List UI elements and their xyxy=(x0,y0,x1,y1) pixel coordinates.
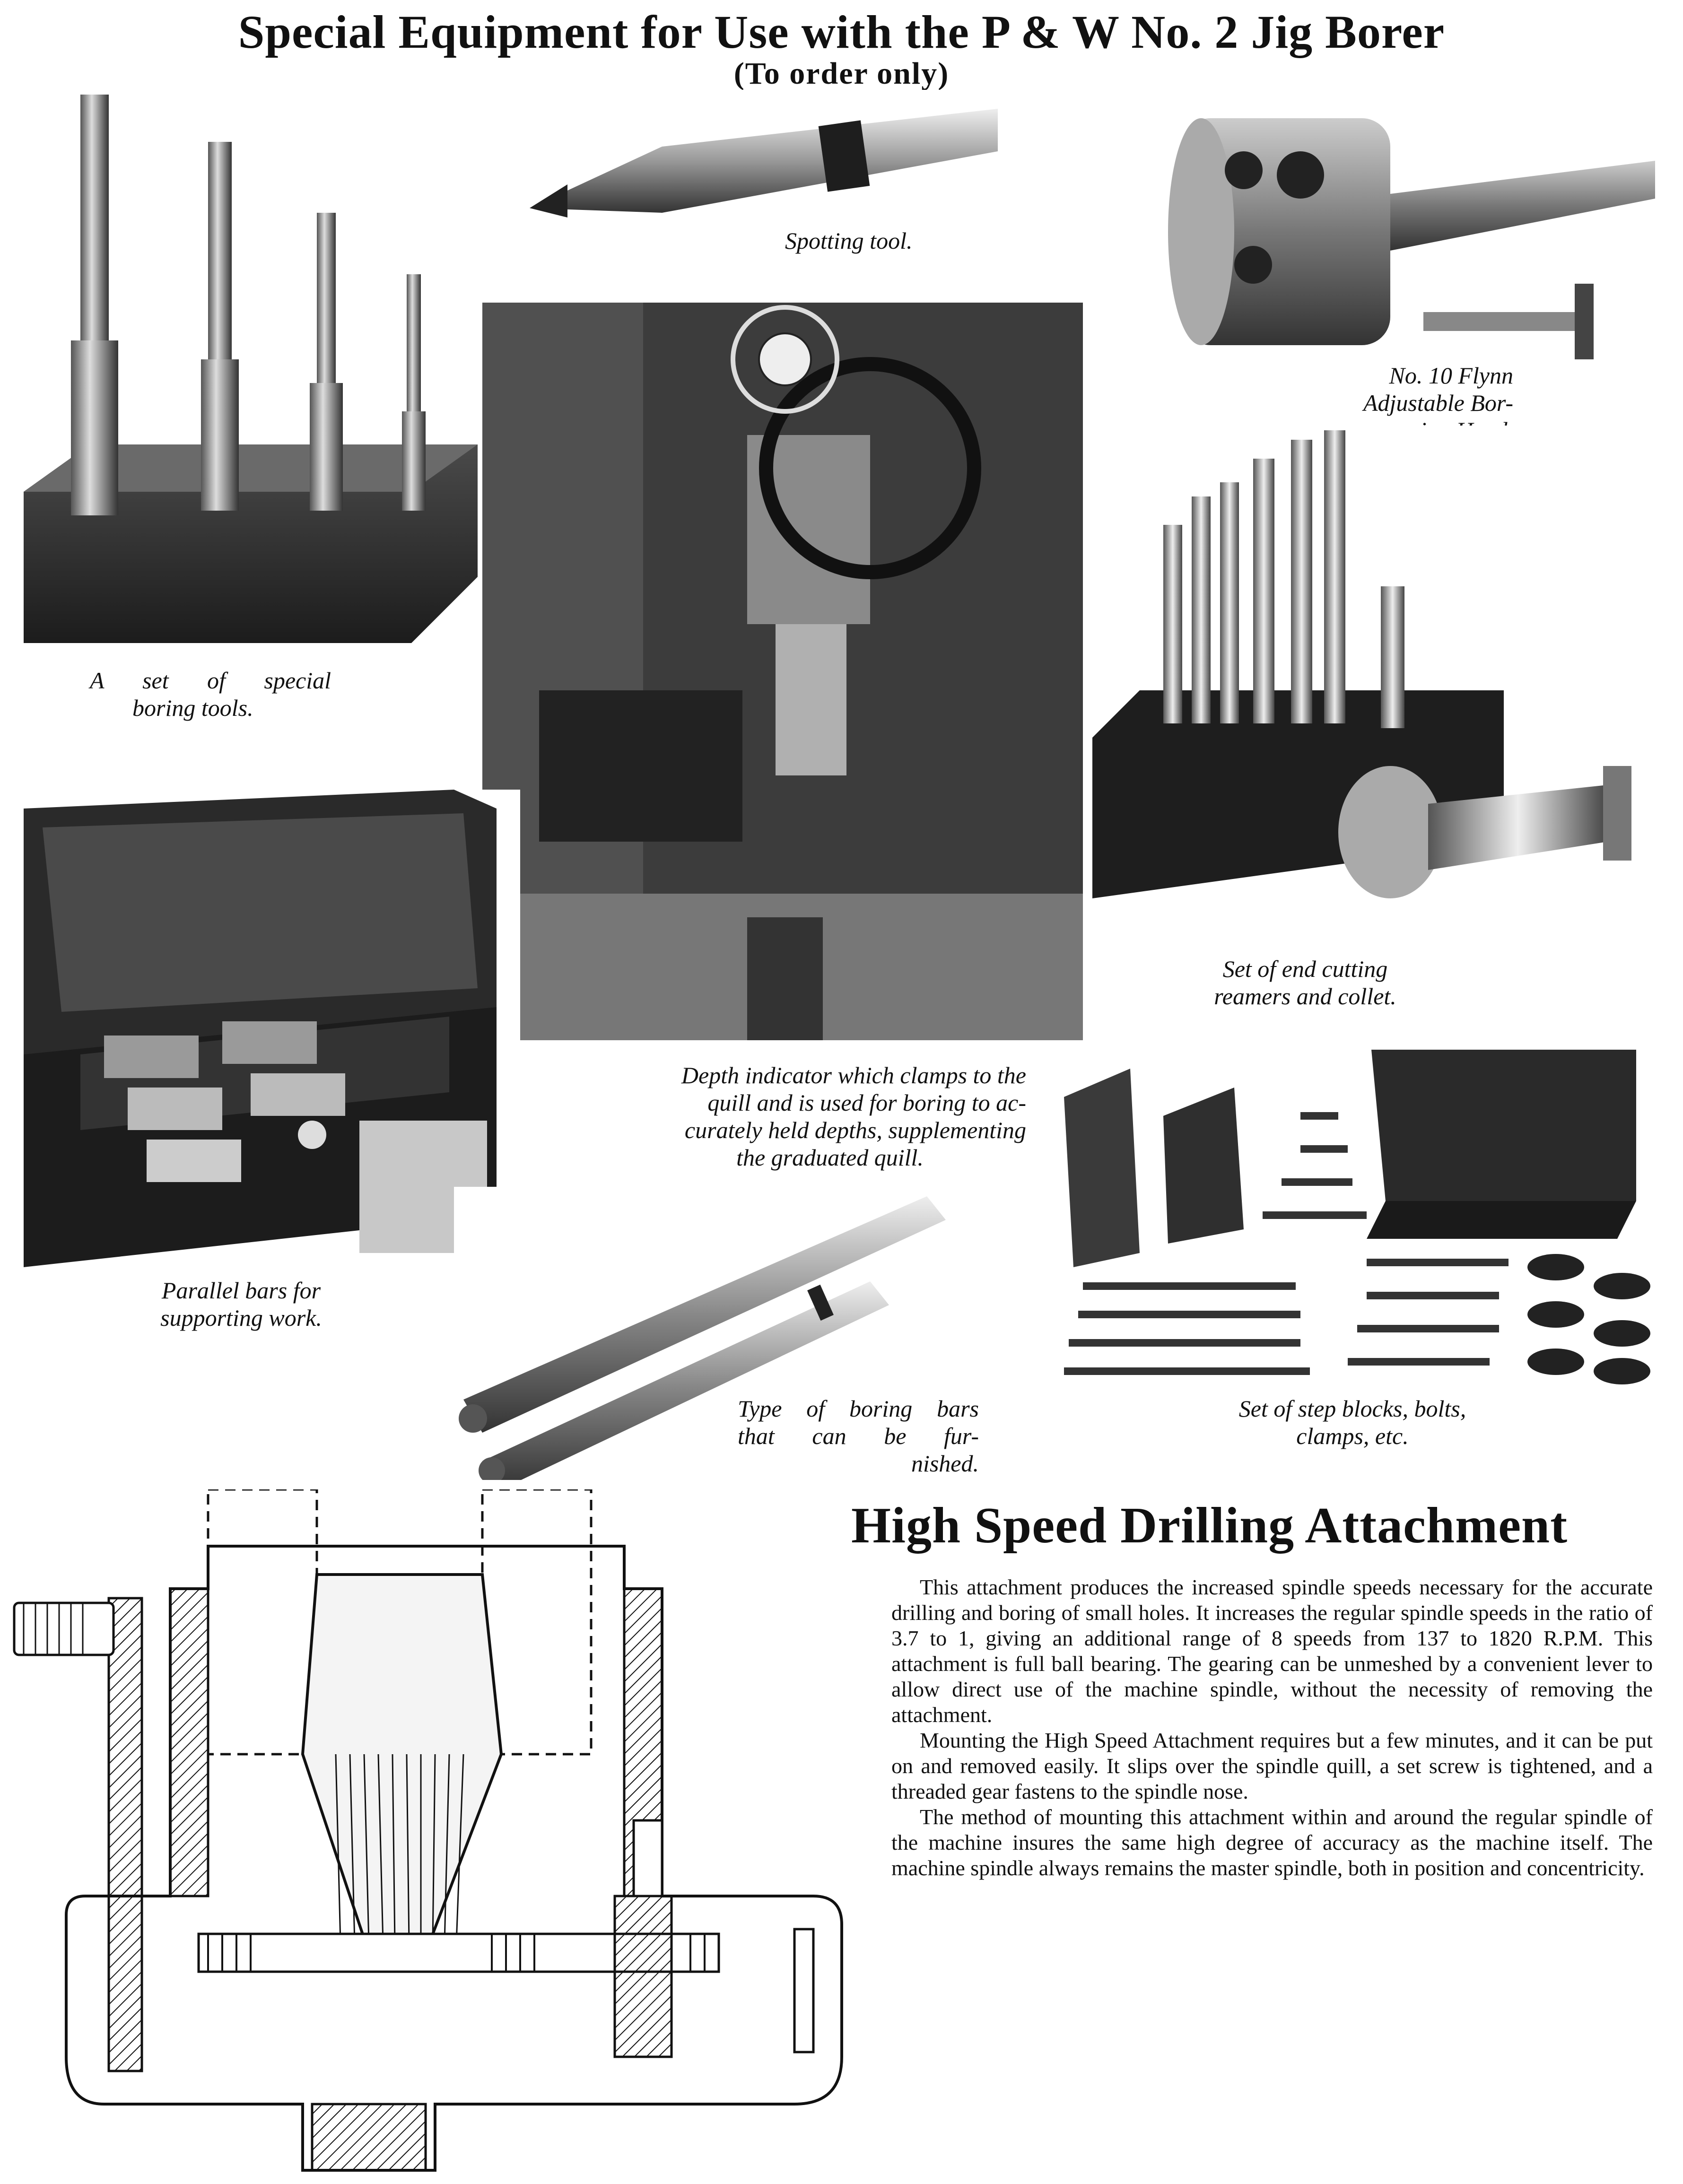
caption-line: quill and is used for boring to ac- xyxy=(707,1089,1026,1116)
caption-line: Parallel bars for xyxy=(161,1277,321,1304)
caption-line: curately held depths, supplementing xyxy=(684,1117,1026,1143)
boring-tools-caption xyxy=(90,667,331,722)
reamers-caption xyxy=(1173,955,1438,1010)
step-blocks-caption xyxy=(1177,1395,1527,1450)
depth-indicator-caption xyxy=(530,1062,1026,1171)
drilling-attachment-section-drawing xyxy=(9,1489,851,2180)
parallel-bars-caption xyxy=(90,1277,392,1331)
spotting-tool-photo xyxy=(520,90,1012,241)
depth-indicator-photo xyxy=(482,303,1083,1040)
caption-line: boring tools. xyxy=(132,695,253,721)
page-title: Special Equipment for Use with the P & W No. 2 Jig Borer xyxy=(238,6,1445,58)
caption-line: Set of end cutting xyxy=(1222,956,1388,982)
flynn-head-photo xyxy=(1159,109,1669,374)
caption-line: Type of boring bars xyxy=(738,1395,979,1422)
caption-line: reamers and collet. xyxy=(1214,983,1396,1009)
caption-line: Set of step blocks, bolts, xyxy=(1238,1395,1466,1422)
spotting-tool-caption: Spotting tool. xyxy=(785,227,913,254)
caption-line: A set of special xyxy=(90,667,331,694)
caption-line: Adjustable Bor- xyxy=(1363,390,1513,416)
attachment-description xyxy=(891,1575,1653,1881)
caption-line: ing Head. xyxy=(1420,417,1513,444)
reamers-photo xyxy=(1088,426,1665,927)
boring-tools-photo xyxy=(24,76,478,662)
caption-line: that can be fur- xyxy=(738,1423,979,1449)
caption-line: supporting work. xyxy=(160,1305,322,1331)
attachment-paragraph: The method of mounting this attachment within and around the regular spindle of the machine insures the same high degree of accuracy as the machine itself. The machine spindle always remains the master spindle, both in position and concentricity. xyxy=(891,1805,1653,1880)
caption-line: clamps, etc. xyxy=(1296,1423,1409,1449)
caption-line: nished. xyxy=(911,1450,979,1477)
page-subtitle: (To order only) xyxy=(733,56,950,91)
caption-line: No. 10 Flynn xyxy=(1389,362,1513,389)
caption-line: the graduated quill. xyxy=(736,1144,924,1171)
boring-bars-caption xyxy=(738,1395,979,1477)
attachment-paragraph: Mounting the High Speed Attachment requires but a few minutes, and it can be put on and removed easily. It slips over the spindle quill, a set screw is tightened, and a threaded gear fastens to the spindle nose. xyxy=(891,1728,1653,1803)
attachment-heading: High Speed Drilling Attachment xyxy=(851,1497,1568,1554)
caption-line: Depth indicator which clamps to the xyxy=(681,1062,1026,1088)
step-blocks-photo xyxy=(1036,1040,1665,1400)
parallel-bars-photo xyxy=(24,790,520,1281)
attachment-paragraph: This attachment produces the increased spindle speeds necessary for the accurate drilling and boring of small holes. It increases the regular spindle speeds in the ratio of 3.7 to 1, giving an additional range of 8 speeds from 137 to 1820 R.P.M. This attachment is full ball bearing. The gearing can be unmeshed by a convenient lever to allow direct use of the machine spindle, without the necessity of removing the attachment. xyxy=(891,1575,1653,1727)
